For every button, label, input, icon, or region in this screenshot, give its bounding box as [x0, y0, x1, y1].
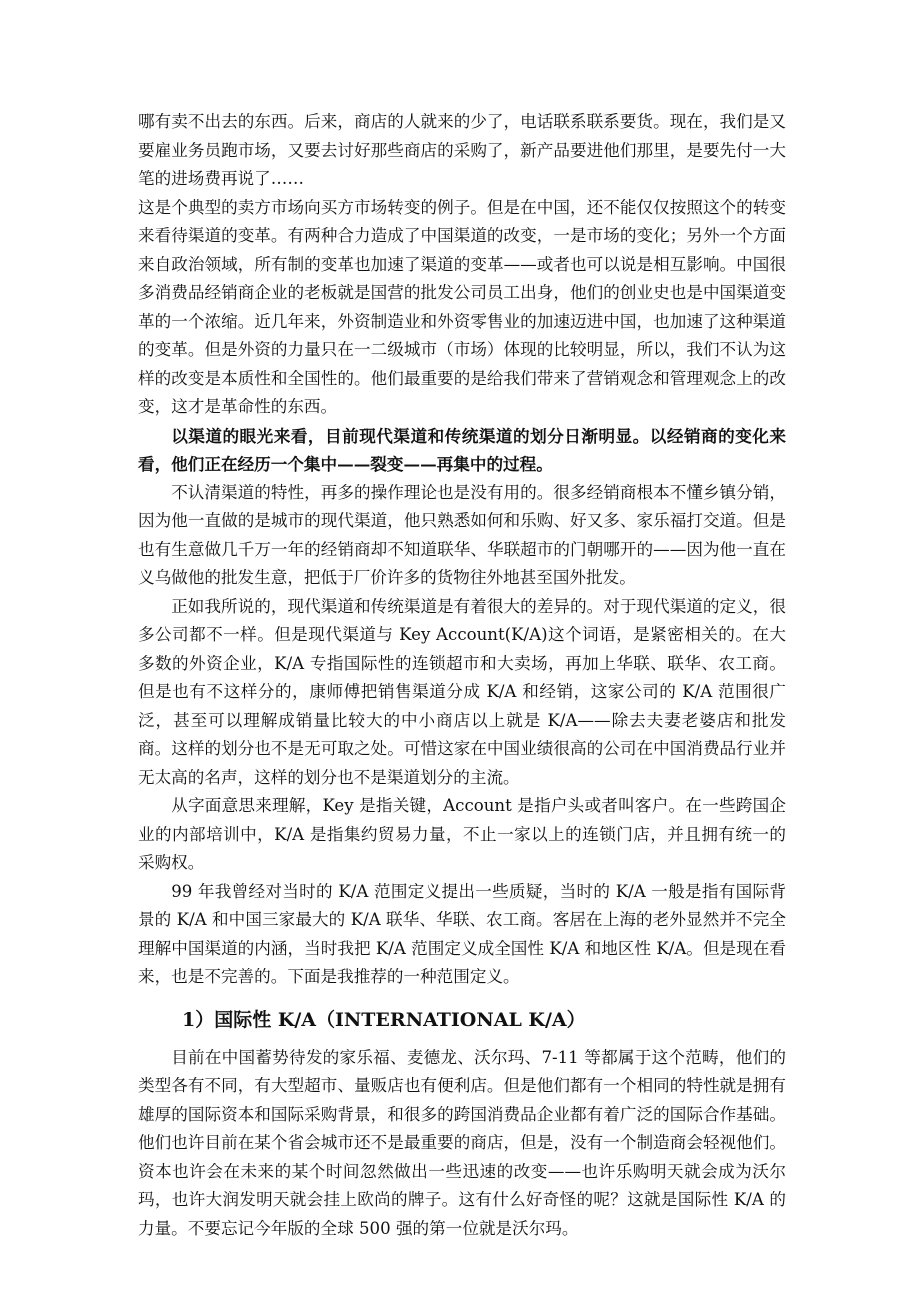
paragraph: 不认清渠道的特性，再多的操作理论也是没有用的。很多经销商根本不懂乡镇分销，因为他一直做的是城市的现代渠道，他只熟悉如何和乐购、好又多、家乐福打交道。但是也有生意做几千万一年的经销商却不知道联华、华联超市的门朝哪开的——因为他一直在义乌做他的批发生意，把低于厂价许多的货物往外地甚至国外批发。: [138, 482, 786, 587]
paragraph: 从字面意思来理解，Key 是指关键，Account 是指户头或者叫客户。在一些跨国企业的内部培训中，K/A 是指集约贸易力量，不止一家以上的连锁门店，并且拥有统一的采购权。: [138, 796, 786, 872]
paragraph: 这是个典型的卖方市场向买方市场转变的例子。但是在中国，还不能仅仅按照这个的转变来看待渠道的变革。有两种合力造成了中国渠道的改变，一是市场的变化；另外一个方面来自政治领域，所有制的变革也加速了渠道的变革——或者也可以说是相互影响。中国很多消费品经销商企业的老板就是国营的批发公司员工出身，他们的创业史也是中国渠道变革的一个浓缩。近几年来，外资制造业和外资零售业的加速迈进中国，也加速了这种渠道的变革。但是外资的力量只在一二级城市（市场）体现的比较明显，所以，我们不认为这样的改变是本质性和全国性的。他们最重要的是给我们带来了营销观念和管理观念上的改变，这才是革命性的东西。: [138, 197, 786, 416]
paragraph: 正如我所说的，现代渠道和传统渠道是有着很大的差异的。对于现代渠道的定义，很多公司都不一样。但是现代渠道与 Key Account(K/A)这个词语，是紧密相关的。在大多数的外资企业，K/A 专指国际性的连锁超市和大卖场，再加上华联、联华、农工商。但是也有不这样分的，康师傅把销售渠道分成 K/A 和经销，这家公司的 K/A 范围很广泛，甚至可以理解成销量比较大的中小商店以上就是 K/A——除去夫妻老婆店和批发商。这样的划分也不是无可取之处。可惜这家在中国业绩很高的公司在中国消费品行业并无太高的名声，这样的划分也不是渠道划分的主流。: [138, 596, 786, 787]
section-heading: 1）国际性 K/A（INTERNATIONAL K/A）: [182, 1008, 586, 1031]
paragraph: 目前在中国蓄势待发的家乐福、麦德龙、沃尔玛、7-11 等都属于这个范畴，他们的类型各有不同，有大型超市、量贩店也有便利店。但是他们都有一个相同的特性就是拥有雄厚的国际资本和国际采购背景，和很多的跨国消费品企业都有着广泛的国际合作基础。他们也许目前在某个省会城市还不是最重要的商店，但是，没有一个制造商会轻视他们。资本也许会在未来的某个时间忽然做出一些迅速的改变——也许乐购明天就会成为沃尔玛，也许大润发明天就会挂上欧尚的牌子。这有什么好奇怪的呢？这就是国际性 K/A 的力量。不要忘记今年版的全球 500 强的第一位就是沃尔玛。: [138, 1047, 786, 1238]
paragraph: 99 年我曾经对当时的 K/A 范围定义提出一些质疑，当时的 K/A 一般是指有国际背景的 K/A 和中国三家最大的 K/A 联华、华联、农工商。客居在上海的老外显然并不完全理解中国渠道的内涵，当时我把 K/A 范围定义成全国性 K/A 和地区性 K/A。但是现在看来，也是不完善的。下面是我推荐的一种范围定义。: [138, 881, 786, 986]
paragraph: 哪有卖不出去的东西。后来，商店的人就来的少了，电话联系联系要货。现在，我们是又要雇业务员跑市场，又要去讨好那些商店的采购了，新产品要进他们那里，是要先付一大笔的进场费再说了……: [138, 112, 786, 188]
document-body: [138, 108, 786, 1243]
bold-paragraph: 以渠道的眼光来看，目前现代渠道和传统渠道的划分日渐明显。以经销商的变化来看，他们正在经历一个集中——裂变——再集中的过程。: [138, 425, 786, 474]
